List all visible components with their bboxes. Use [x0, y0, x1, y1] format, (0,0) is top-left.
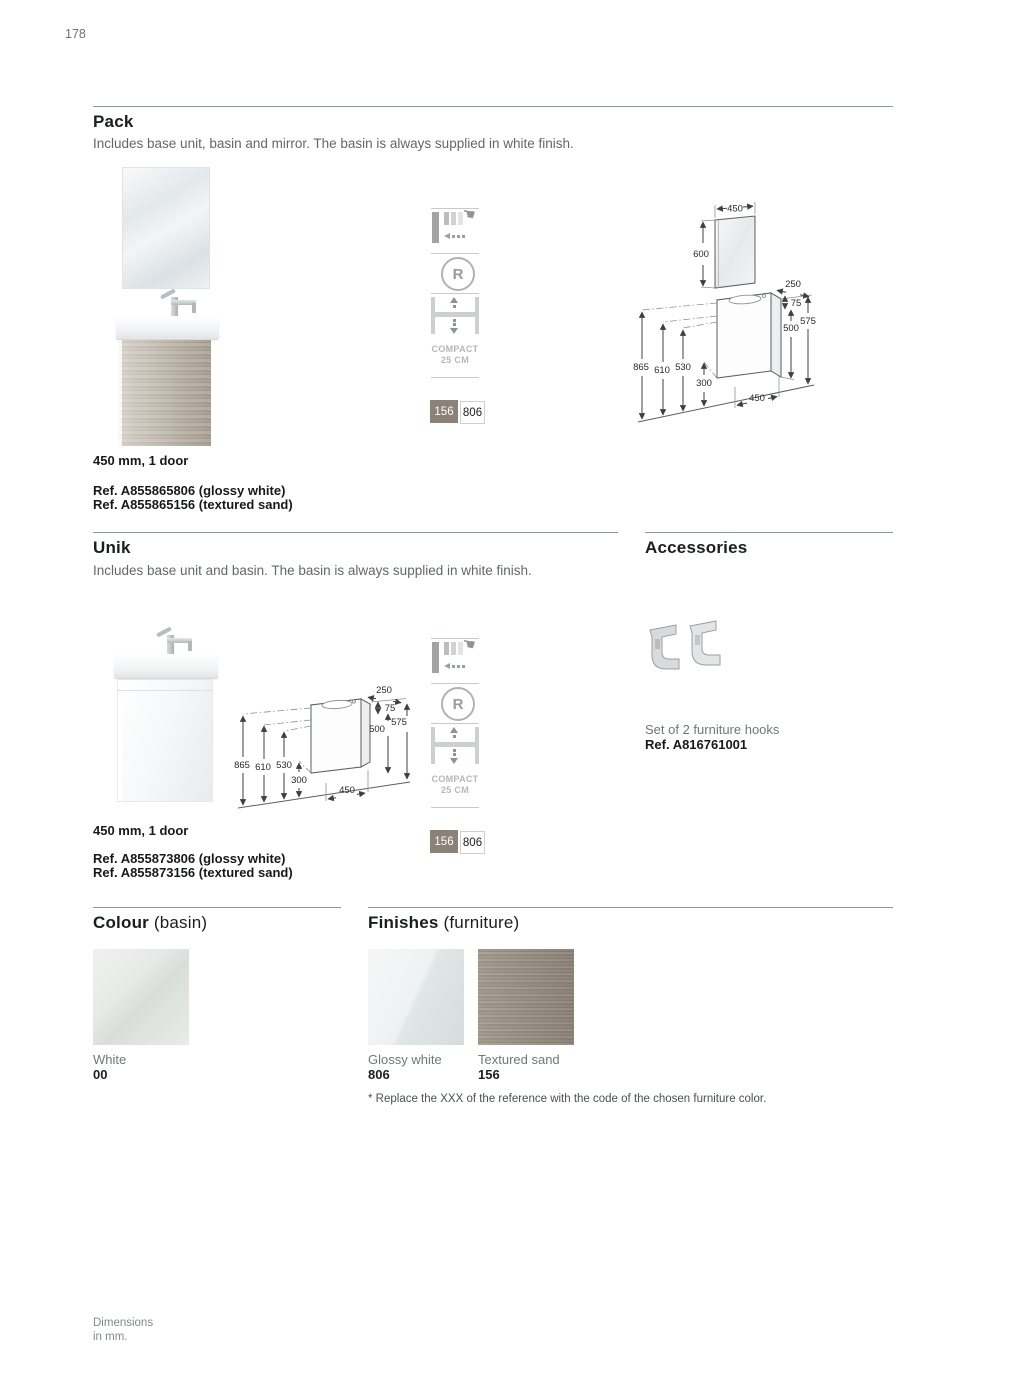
icon-divider [431, 293, 479, 294]
compact-badge-line: 25 CM [440, 355, 469, 365]
icon-divider [431, 723, 479, 724]
left-arrow-icon [444, 233, 450, 239]
swatch-glossy-white-code: 806 [368, 1067, 390, 1082]
accessories-section-divider [645, 532, 893, 533]
dim-530: 530 [276, 760, 292, 771]
page-number: 178 [65, 27, 86, 41]
dim-610: 610 [255, 762, 271, 773]
unik-section-title: Unik [93, 538, 131, 557]
unik-technical-drawing [230, 675, 420, 820]
compact-badge-line: COMPACT [431, 774, 479, 784]
dim-width: 450 [749, 393, 765, 404]
colour-section-divider [93, 907, 341, 908]
swatch-textured-sand [478, 949, 574, 1045]
faucet-spout-tip [188, 641, 192, 651]
pack-section-title: Pack [93, 112, 134, 131]
arrow-dash [462, 235, 465, 238]
arrow-dash [452, 235, 455, 238]
dim-865: 865 [234, 760, 250, 771]
dim-depth: 250 [785, 279, 801, 290]
dim-530: 530 [675, 362, 691, 373]
finish-bar-icon [451, 642, 456, 655]
arrow-dash [457, 665, 460, 668]
up-arrow-icon [450, 727, 458, 733]
pack-ref-textured-sand: Ref. A855865156 (textured sand) [93, 497, 293, 512]
swatch-glossy-white [368, 949, 464, 1045]
unik-ref-textured-sand: Ref. A855873156 (textured sand) [93, 865, 293, 880]
reversible-letter: R [452, 265, 464, 283]
finishes-section-title [368, 913, 519, 933]
arrow-dash [453, 753, 456, 756]
compact-badge [431, 774, 479, 796]
dim-865: 865 [633, 362, 649, 373]
finish-bar-icon [451, 212, 456, 225]
compact-badge-line: COMPACT [431, 344, 479, 354]
swatch-textured-sand-name: Textured sand [478, 1052, 560, 1067]
arrow-dash [453, 749, 456, 752]
swatch-white-name: White [93, 1052, 127, 1067]
dim-mirror-width: 450 [727, 203, 743, 215]
accessory-name: Set of 2 furniture hooks [645, 722, 780, 737]
down-arrow-icon [450, 758, 458, 764]
door-edge-highlight [118, 340, 122, 446]
finishes-footnote: * Replace the XXX of the reference with the code of the chosen furniture color. [368, 1093, 767, 1105]
icon-divider [431, 807, 479, 808]
compact-badge [431, 344, 479, 366]
unik-ref-glossy-white: Ref. A855873806 (glossy white) [93, 851, 286, 866]
arrow-dash [453, 305, 456, 308]
pack-variant: 450 mm, 1 door [93, 453, 189, 468]
finish-bar-icon [432, 212, 439, 243]
arrow-dash [453, 735, 456, 738]
dim-75: 75 [384, 703, 396, 714]
dim-575: 575 [800, 316, 816, 327]
dim-depth: 250 [376, 685, 392, 696]
pack-section-description: Includes base unit, basin and mirror. The basin is always supplied in white finish. [93, 136, 574, 151]
dim-610: 610 [654, 365, 670, 376]
mirror-image [122, 167, 210, 289]
arrow-dash [452, 665, 455, 668]
colour-title-bold: Colour [93, 913, 149, 932]
crossbar-icon [431, 312, 479, 317]
finish-chip-156: 156 [430, 830, 458, 853]
arrow-dash [453, 323, 456, 326]
furniture-hooks-image [646, 618, 731, 693]
down-arrow-icon [450, 328, 458, 334]
arrow-dash [462, 665, 465, 668]
left-arrow-icon [444, 663, 450, 669]
pack-technical-drawing [628, 195, 898, 430]
unik-section-description: Includes base unit and basin. The basin is always supplied in white finish. [93, 563, 532, 578]
swatch-glossy-white-name: Glossy white [368, 1052, 442, 1067]
finish-chip-806: 806 [460, 401, 485, 424]
colour-section-title [93, 913, 207, 933]
dim-75: 75 [790, 298, 802, 309]
crossbar-icon [431, 742, 479, 747]
finish-bar-icon [444, 642, 449, 655]
faucet-spout-tip [192, 303, 196, 313]
dim-500: 500 [783, 323, 799, 334]
arrow-dash [453, 319, 456, 322]
dim-mirror-height: 600 [693, 249, 709, 260]
accessories-section-title: Accessories [645, 538, 748, 557]
dim-300: 300 [696, 378, 712, 389]
compact-badge-line: 25 CM [440, 785, 469, 795]
arrow-dash [457, 235, 460, 238]
accessory-ref: Ref. A816761001 [645, 737, 748, 752]
swatch-white-code: 00 [93, 1067, 108, 1082]
up-arrow-icon [450, 297, 458, 303]
reversible-icon [441, 687, 475, 721]
dim-575: 575 [391, 717, 407, 728]
reversible-icon [441, 257, 475, 291]
icon-divider [431, 253, 479, 254]
reversible-letter: R [452, 695, 464, 713]
dimensions-note-line: in mm. [93, 1331, 128, 1343]
basin-image [114, 654, 218, 678]
basin-image [116, 316, 219, 339]
finish-bar-icon [432, 642, 439, 673]
dim-width: 450 [339, 785, 355, 796]
pack-ref-glossy-white: Ref. A855865806 (glossy white) [93, 483, 286, 498]
base-unit-image-glossy-white [117, 679, 213, 802]
pointing-hand-icon: ☚ [460, 634, 477, 655]
finish-chip-156: 156 [430, 400, 458, 423]
door-gap-line [118, 690, 212, 691]
finishes-title-qualifier: (furniture) [438, 913, 520, 932]
colour-title-qualifier: (basin) [148, 913, 208, 932]
dimensions-note [93, 1316, 153, 1344]
dim-500: 500 [369, 724, 385, 735]
unik-section-divider [93, 532, 618, 533]
unik-variant: 450 mm, 1 door [93, 823, 189, 838]
icon-divider [431, 683, 479, 684]
finishes-title-bold: Finishes [368, 913, 439, 932]
door-edge-highlight [118, 680, 122, 801]
dim-300: 300 [291, 775, 307, 786]
base-unit-image-textured-sand [118, 340, 211, 446]
swatch-textured-sand-code: 156 [478, 1067, 500, 1082]
finish-bar-icon [444, 212, 449, 225]
swatch-white [93, 949, 189, 1045]
dimensions-note-line: Dimensions [93, 1317, 154, 1329]
pointing-hand-icon: ☚ [460, 204, 477, 225]
finishes-section-divider [368, 907, 893, 908]
pack-section-divider [93, 106, 893, 107]
icon-divider [431, 377, 479, 378]
finish-chip-806: 806 [460, 831, 485, 854]
